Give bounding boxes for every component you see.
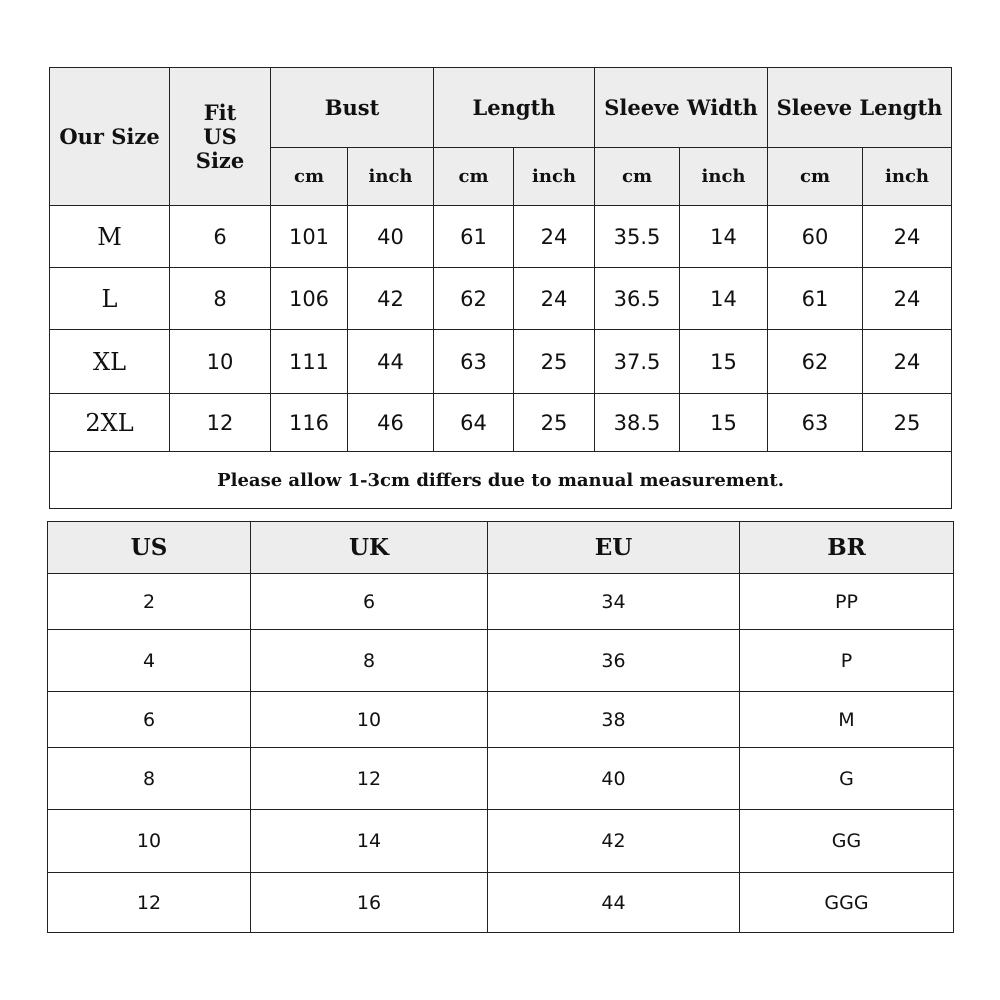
bust-cm-cell: 106 xyxy=(271,268,348,330)
eu-cell: 34 xyxy=(488,574,740,630)
us-cell: 10 xyxy=(48,810,251,873)
size-cell: 2XL xyxy=(50,394,170,452)
us-cell: 12 xyxy=(48,873,251,933)
length-inch-cell: 25 xyxy=(514,394,595,452)
header-us: US xyxy=(48,522,251,574)
header-fit-us-size: Fit US Size xyxy=(170,68,271,206)
bust-cm-cell: 111 xyxy=(271,330,348,394)
sleeve-width-inch-cell: 14 xyxy=(680,206,768,268)
table-row xyxy=(50,206,952,268)
header-sleeve-width-inch: inch xyxy=(680,148,768,206)
header-sleeve-length-cm: cm xyxy=(768,148,863,206)
fit-cell: 8 xyxy=(170,268,271,330)
header-length-inch: inch xyxy=(514,148,595,206)
size-conversion-table xyxy=(47,521,954,933)
table-row xyxy=(50,394,952,452)
sleeve-length-inch-cell: 24 xyxy=(863,268,952,330)
br-cell: G xyxy=(740,748,954,810)
br-cell: GGG xyxy=(740,873,954,933)
sleeve-length-inch-cell: 25 xyxy=(863,394,952,452)
header-our-size: Our Size xyxy=(50,68,170,206)
bust-inch-cell: 40 xyxy=(348,206,434,268)
size-chart-table xyxy=(49,67,952,509)
uk-cell: 10 xyxy=(251,692,488,748)
size-cell: M xyxy=(50,206,170,268)
header-length-cm: cm xyxy=(434,148,514,206)
sleeve-length-inch-cell: 24 xyxy=(863,206,952,268)
eu-cell: 42 xyxy=(488,810,740,873)
bust-inch-cell: 46 xyxy=(348,394,434,452)
length-cm-cell: 64 xyxy=(434,394,514,452)
eu-cell: 44 xyxy=(488,873,740,933)
sleeve-width-inch-cell: 15 xyxy=(680,394,768,452)
length-inch-cell: 24 xyxy=(514,206,595,268)
table-row xyxy=(50,268,952,330)
sleeve-width-cm-cell: 37.5 xyxy=(595,330,680,394)
uk-cell: 16 xyxy=(251,873,488,933)
us-cell: 4 xyxy=(48,630,251,692)
uk-cell: 8 xyxy=(251,630,488,692)
sleeve-width-inch-cell: 14 xyxy=(680,268,768,330)
br-cell: GG xyxy=(740,810,954,873)
header-uk: UK xyxy=(251,522,488,574)
sleeve-width-inch-cell: 15 xyxy=(680,330,768,394)
eu-cell: 36 xyxy=(488,630,740,692)
size-cell: L xyxy=(50,268,170,330)
header-length: Length xyxy=(434,68,595,148)
measurement-note: Please allow 1-3cm differs due to manual measurement. xyxy=(50,452,952,509)
us-cell: 2 xyxy=(48,574,251,630)
length-cm-cell: 61 xyxy=(434,206,514,268)
header-sleeve-length-inch: inch xyxy=(863,148,952,206)
us-cell: 8 xyxy=(48,748,251,810)
bust-cm-cell: 116 xyxy=(271,394,348,452)
length-inch-cell: 25 xyxy=(514,330,595,394)
us-cell: 6 xyxy=(48,692,251,748)
bust-cm-cell: 101 xyxy=(271,206,348,268)
sleeve-width-cm-cell: 35.5 xyxy=(595,206,680,268)
br-cell: PP xyxy=(740,574,954,630)
header-bust-cm: cm xyxy=(271,148,348,206)
fit-cell: 12 xyxy=(170,394,271,452)
header-bust: Bust xyxy=(271,68,434,148)
sleeve-width-cm-cell: 38.5 xyxy=(595,394,680,452)
uk-cell: 6 xyxy=(251,574,488,630)
uk-cell: 12 xyxy=(251,748,488,810)
sleeve-length-cm-cell: 62 xyxy=(768,330,863,394)
eu-cell: 40 xyxy=(488,748,740,810)
header-sleeve-width: Sleeve Width xyxy=(595,68,768,148)
sleeve-length-cm-cell: 63 xyxy=(768,394,863,452)
length-cm-cell: 62 xyxy=(434,268,514,330)
sleeve-length-inch-cell: 24 xyxy=(863,330,952,394)
length-inch-cell: 24 xyxy=(514,268,595,330)
table-row xyxy=(48,574,954,630)
header-br: BR xyxy=(740,522,954,574)
sleeve-length-cm-cell: 61 xyxy=(768,268,863,330)
table-row xyxy=(48,873,954,933)
br-cell: M xyxy=(740,692,954,748)
table-row xyxy=(48,692,954,748)
table-row xyxy=(50,330,952,394)
header-sleeve-width-cm: cm xyxy=(595,148,680,206)
header-bust-inch: inch xyxy=(348,148,434,206)
table-row xyxy=(48,748,954,810)
bust-inch-cell: 42 xyxy=(348,268,434,330)
eu-cell: 38 xyxy=(488,692,740,748)
fit-cell: 10 xyxy=(170,330,271,394)
table-row xyxy=(48,810,954,873)
size-cell: XL xyxy=(50,330,170,394)
fit-cell: 6 xyxy=(170,206,271,268)
header-sleeve-length: Sleeve Length xyxy=(768,68,952,148)
sleeve-width-cm-cell: 36.5 xyxy=(595,268,680,330)
br-cell: P xyxy=(740,630,954,692)
bust-inch-cell: 44 xyxy=(348,330,434,394)
sleeve-length-cm-cell: 60 xyxy=(768,206,863,268)
table-row xyxy=(48,630,954,692)
header-eu: EU xyxy=(488,522,740,574)
uk-cell: 14 xyxy=(251,810,488,873)
length-cm-cell: 63 xyxy=(434,330,514,394)
